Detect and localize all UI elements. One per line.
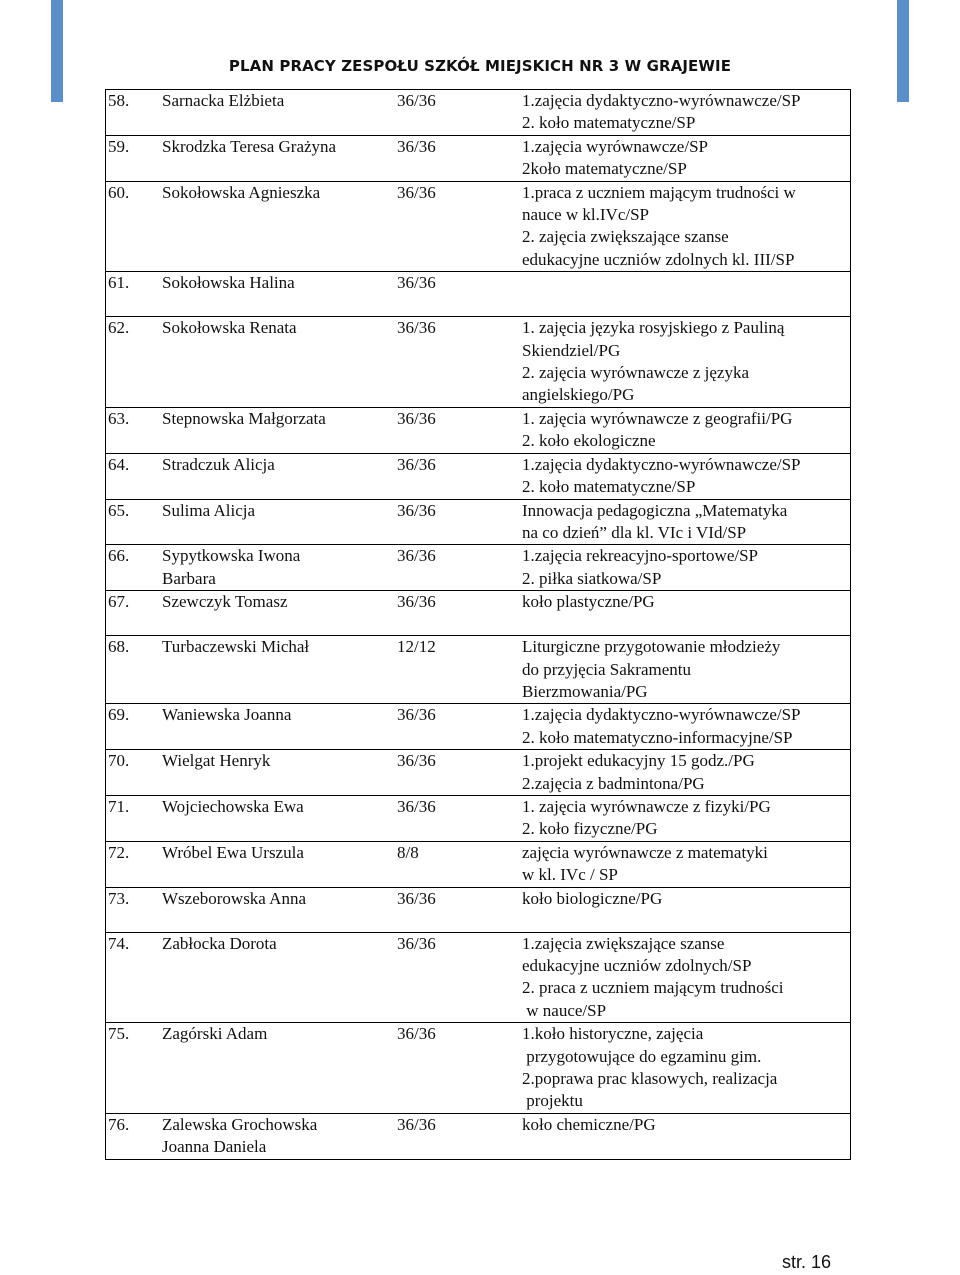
teacher-name-line: Sokołowska Renata	[162, 318, 297, 338]
teacher-name	[160, 887, 395, 932]
hours: 36/36	[397, 592, 436, 612]
teacher-name-line: Zalewska Grochowska	[162, 1114, 318, 1134]
activity	[520, 591, 851, 636]
teacher-name-line: Wszeborowska Anna	[162, 888, 306, 908]
decorative-bar-right	[897, 0, 909, 102]
activity-line: 2. koło matematyczno-informacyjne/SP	[522, 727, 793, 747]
row-number: 64.	[108, 454, 130, 474]
hours: 36/36	[397, 751, 436, 771]
teacher-name-line: Skrodzka Teresa Grażyna	[162, 136, 337, 156]
teacher-name-line: Turbaczewski Michał	[162, 637, 310, 657]
row-number: 68.	[108, 637, 130, 657]
activity-line: koło biologiczne/PG	[522, 888, 663, 908]
activity-line: angielskiego/PG	[522, 385, 635, 405]
teacher-name-line: Sulima Alicja	[162, 500, 256, 520]
activity-line: 1.koło historyczne, zajęcia	[522, 1024, 704, 1044]
row-number: 66.	[108, 546, 130, 566]
activity	[520, 636, 851, 704]
table-row	[106, 135, 851, 181]
hours: 36/36	[397, 888, 436, 908]
row-number: 58.	[108, 91, 130, 110]
hours: 36/36	[397, 1024, 436, 1044]
row-number: 69.	[108, 705, 130, 725]
teacher-name	[160, 453, 395, 499]
hours: 36/36	[397, 273, 436, 293]
row-number: 61.	[108, 273, 130, 293]
row-number: 62.	[108, 318, 130, 338]
teacher-name	[160, 317, 395, 408]
teacher-name-line: Stepnowska Małgorzata	[162, 408, 326, 428]
table-row	[106, 317, 851, 408]
teacher-name	[160, 636, 395, 704]
hours: 36/36	[397, 408, 436, 428]
table-row	[106, 750, 851, 796]
table-row	[106, 272, 851, 317]
hours: 36/36	[397, 705, 436, 725]
activity-line: 2. koło ekologiczne	[522, 431, 656, 451]
decorative-bar-left	[51, 0, 63, 102]
table-row	[106, 932, 851, 1023]
teacher-name	[160, 795, 395, 841]
activity-line: 2. zajęcia wyrównawcze z języka	[522, 363, 750, 383]
activity-line: projektu	[522, 1091, 583, 1111]
activity-line: 2. zajęcia zwiększające szanse	[522, 227, 729, 247]
teacher-name	[160, 841, 395, 887]
activity-line: 1.zajęcia wyrównawcze/SP	[522, 136, 708, 156]
activity-line: edukacyjne uczniów zdolnych kl. III/SP	[522, 249, 795, 269]
hours: 36/36	[397, 546, 436, 566]
activity	[520, 545, 851, 591]
table-row	[106, 1023, 851, 1114]
page-header: PLAN PRACY ZESPOŁU SZKÓŁ MIEJSKICH NR 3 W GRAJEWIE	[228, 57, 732, 75]
activity	[520, 887, 851, 932]
teacher-name-line: Sokołowska Agnieszka	[162, 182, 321, 202]
activity-line: przygotowujące do egzaminu gim.	[522, 1046, 762, 1066]
activity	[520, 750, 851, 796]
activity-line: koło chemiczne/PG	[522, 1114, 656, 1134]
teacher-name-line: Sarnacka Elżbieta	[162, 91, 285, 110]
row-number: 65.	[108, 500, 130, 520]
activity-line: 1.zajęcia dydaktyczno-wyrównawcze/SP	[522, 705, 801, 725]
table-row	[106, 90, 851, 136]
activity	[520, 135, 851, 181]
activity-line: 2.zajęcia z badmintona/PG	[522, 773, 705, 793]
hours: 36/36	[397, 454, 436, 474]
hours: 36/36	[397, 933, 436, 953]
table-row	[106, 453, 851, 499]
activity-line: 1. zajęcia wyrównawcze z geografii/PG	[522, 408, 793, 428]
teacher-name-line: Zagórski Adam	[162, 1024, 268, 1044]
activity	[520, 453, 851, 499]
table-row	[106, 887, 851, 932]
teacher-name	[160, 1023, 395, 1114]
activity-line: Innowacja pedagogiczna „Matematyka	[522, 500, 788, 520]
hours: 36/36	[397, 182, 436, 202]
teacher-name	[160, 932, 395, 1023]
hours: 36/36	[397, 136, 436, 156]
hours: 12/12	[397, 637, 436, 657]
table-row	[106, 181, 851, 272]
activity-line: 2. koło matematyczne/SP	[522, 477, 696, 497]
activity	[520, 317, 851, 408]
staff-activity-table	[105, 89, 851, 1160]
activity-line: koło plastyczne/PG	[522, 592, 655, 612]
row-number: 72.	[108, 842, 130, 862]
activity	[520, 1023, 851, 1114]
teacher-name	[160, 181, 395, 272]
activity-line: 2. praca z uczniem mającym trudności	[522, 978, 784, 998]
teacher-name-line: Zabłocka Dorota	[162, 933, 277, 953]
teacher-name-line: Wojciechowska Ewa	[162, 796, 304, 816]
row-number: 67.	[108, 592, 130, 612]
teacher-name	[160, 272, 395, 317]
table-row	[106, 545, 851, 591]
teacher-name	[160, 135, 395, 181]
activity-line: 2. koło matematyczne/SP	[522, 113, 696, 133]
activity	[520, 272, 851, 317]
page-number: str. 16	[782, 1252, 832, 1272]
activity	[520, 90, 851, 136]
teacher-name-line: Wielgat Henryk	[162, 751, 271, 771]
activity-line: w kl. IVc / SP	[522, 865, 618, 885]
table-row	[106, 407, 851, 453]
row-number: 59.	[108, 136, 130, 156]
teacher-name-line: Barbara	[162, 568, 216, 588]
activity-line: edukacyjne uczniów zdolnych/SP	[522, 956, 752, 975]
activity-line: Liturgiczne przygotowanie młodzieży	[522, 637, 781, 657]
teacher-name	[160, 407, 395, 453]
activity	[520, 499, 851, 545]
teacher-name-line: Stradczuk Alicja	[162, 454, 275, 474]
hours: 36/36	[397, 500, 436, 520]
teacher-name	[160, 90, 395, 136]
activity	[520, 1113, 851, 1159]
row-number: 60.	[108, 182, 130, 202]
activity	[520, 841, 851, 887]
teacher-name-line: Sypytkowska Iwona	[162, 546, 301, 566]
activity-line: w nauce/SP	[522, 1000, 607, 1020]
activity-line: nauce w kl.IVc/SP	[522, 205, 650, 225]
activity-line: 1.zajęcia rekreacyjno-sportowe/SP	[522, 546, 759, 566]
activity-line: Skiendziel/PG	[522, 340, 621, 360]
activity-line: 2koło matematyczne/SP	[522, 159, 687, 179]
teacher-name	[160, 1113, 395, 1159]
activity-line: zajęcia wyrównawcze z matematyki	[522, 842, 768, 862]
activity	[520, 407, 851, 453]
teacher-name-line: Sokołowska Halina	[162, 273, 295, 293]
activity-line: 2.poprawa prac klasowych, realizacja	[522, 1069, 778, 1089]
activity-line: 1.zajęcia dydaktyczno-wyrównawcze/SP	[522, 91, 801, 110]
activity-line: 1. zajęcia wyrównawcze z fizyki/PG	[522, 796, 771, 816]
row-number: 73.	[108, 888, 130, 908]
teacher-name	[160, 750, 395, 796]
teacher-name	[160, 704, 395, 750]
teacher-name	[160, 499, 395, 545]
activity-line: 1.zajęcia zwiększające szanse	[522, 933, 725, 953]
hours: 36/36	[397, 1114, 436, 1134]
hours: 36/36	[397, 318, 436, 338]
teacher-name-line: Szewczyk Tomasz	[162, 592, 288, 612]
activity-line: Bierzmowania/PG	[522, 681, 648, 701]
activity-line: 1. zajęcia języka rosyjskiego z Pauliną	[522, 318, 785, 338]
table-row	[106, 1113, 851, 1159]
teacher-name-line: Waniewska Joanna	[162, 705, 292, 725]
teacher-name-line: Wróbel Ewa Urszula	[162, 842, 304, 862]
activity	[520, 932, 851, 1023]
activity-line: 1.projekt edukacyjny 15 godz./PG	[522, 751, 755, 771]
activity-line: do przyjęcia Sakramentu	[522, 659, 691, 679]
hours: 8/8	[397, 842, 419, 862]
activity	[520, 704, 851, 750]
hours: 36/36	[397, 91, 436, 110]
activity-line: 2. piłka siatkowa/SP	[522, 568, 662, 588]
table-row	[106, 636, 851, 704]
table-row	[106, 841, 851, 887]
row-number: 71.	[108, 796, 130, 816]
activity-line: na co dzień” dla kl. VIc i VId/SP	[522, 522, 747, 542]
row-number: 63.	[108, 408, 130, 428]
table-row	[106, 704, 851, 750]
row-number: 76.	[108, 1114, 130, 1134]
table-row	[106, 795, 851, 841]
table-row	[106, 499, 851, 545]
teacher-name-line: Joanna Daniela	[162, 1137, 267, 1157]
activity	[520, 181, 851, 272]
row-number: 75.	[108, 1024, 130, 1044]
teacher-name	[160, 545, 395, 591]
hours: 36/36	[397, 796, 436, 816]
activity-line: 1.zajęcia dydaktyczno-wyrównawcze/SP	[522, 454, 801, 474]
activity	[520, 795, 851, 841]
teacher-name	[160, 591, 395, 636]
activity-line: 2. koło fizyczne/PG	[522, 819, 658, 839]
row-number: 70.	[108, 751, 130, 771]
row-number: 74.	[108, 933, 130, 953]
activity-line: 1.praca z uczniem mającym trudności w	[522, 182, 796, 202]
table-row	[106, 591, 851, 636]
